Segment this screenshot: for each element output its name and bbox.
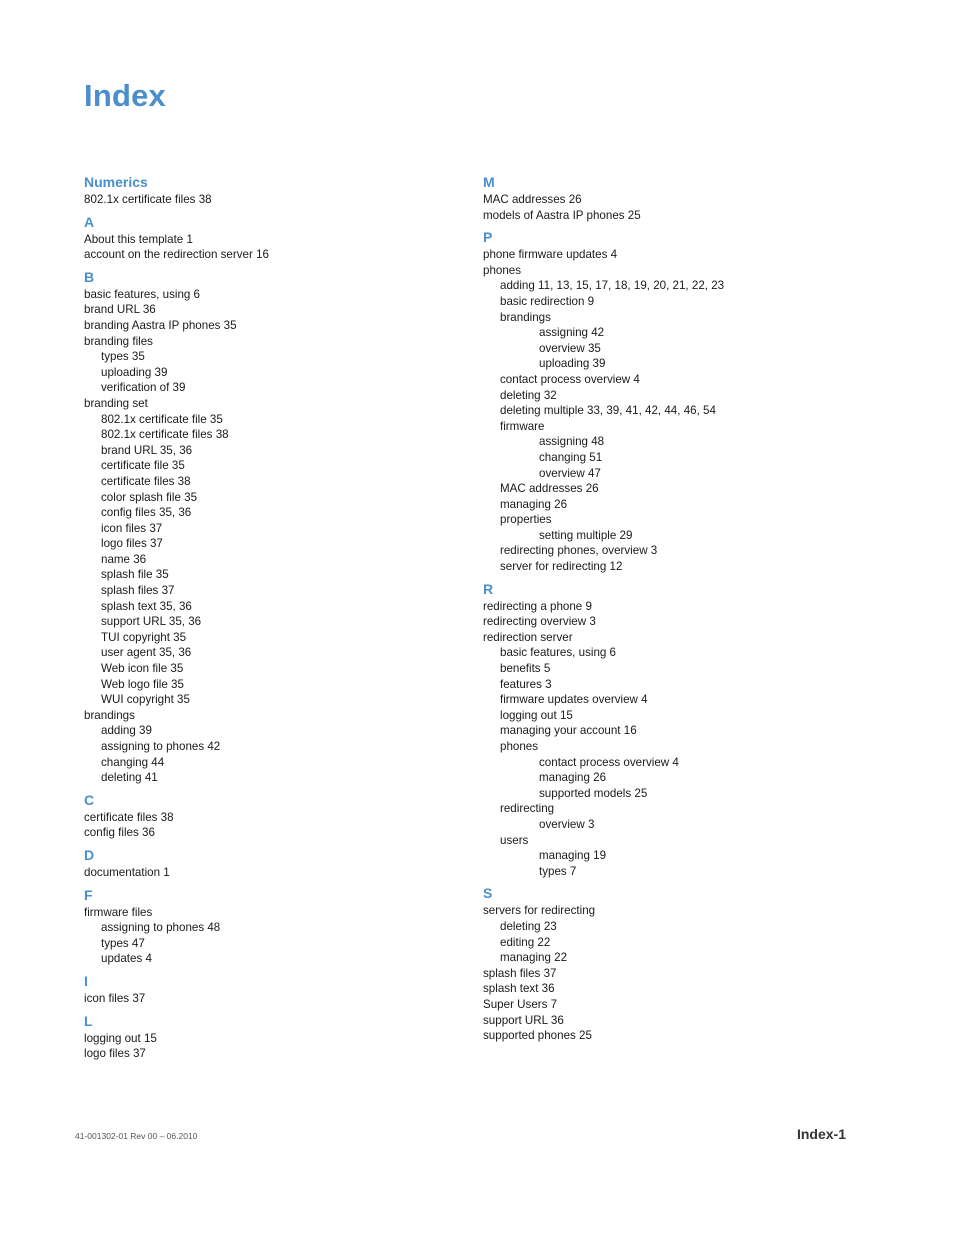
index-entry: changing 44 xyxy=(101,755,165,769)
index-entry: redirecting overview 3 xyxy=(483,615,596,629)
index-entry: icon files 37 xyxy=(84,991,146,1005)
index-entry: managing 26 xyxy=(539,771,607,785)
index-entry: phones xyxy=(483,263,522,277)
page-title: Index xyxy=(84,78,166,113)
index-entry: Web logo file 35 xyxy=(101,677,184,691)
index-entry: managing 19 xyxy=(539,849,607,863)
index-entry: icon files 37 xyxy=(101,521,163,535)
index-entry: overview 35 xyxy=(539,341,601,355)
index-entry: deleting multiple 33, 39, 41, 42, 44, 46, 54 xyxy=(500,404,716,418)
index-entry: basic features, using 6 xyxy=(84,287,201,301)
index-section-heading: Numerics xyxy=(84,174,148,190)
index-entry: splash files 37 xyxy=(483,966,557,980)
document-revision: 41-001302-01 Rev 00 – 06.2010 xyxy=(75,1131,198,1141)
index-entry: overview 3 xyxy=(539,817,595,831)
index-entry: name 36 xyxy=(101,552,147,566)
index-entry: server for redirecting 12 xyxy=(500,560,623,574)
index-entry: 802.1x certificate files 38 xyxy=(84,193,212,206)
index-section-heading: S xyxy=(483,885,493,902)
index-entry: deleting 23 xyxy=(500,919,557,933)
index-entry: logo files 37 xyxy=(84,1047,146,1061)
index-entry: redirecting xyxy=(500,802,555,816)
index-entry: config files 36 xyxy=(84,826,155,840)
index-entry: supported phones 25 xyxy=(483,1029,592,1043)
index-entry: assigning to phones 42 xyxy=(101,740,221,753)
index-entry: setting multiple 29 xyxy=(539,528,633,542)
index-entry: TUI copyright 35 xyxy=(101,630,187,644)
index-entry: updates 4 xyxy=(101,952,152,966)
index-entry: basic features, using 6 xyxy=(500,646,617,660)
index-entry: adding 39 xyxy=(101,724,152,738)
index-entry: splash text 36 xyxy=(483,982,555,996)
index-column-right xyxy=(483,172,883,1044)
page-number: Index-1 xyxy=(796,1126,846,1142)
index-section-heading: C xyxy=(84,791,95,808)
index-entry: editing 22 xyxy=(500,935,551,949)
index-entry: support URL 35, 36 xyxy=(101,615,202,629)
index-entry: branding files xyxy=(84,334,153,348)
index-entry: contact process overview 4 xyxy=(500,372,640,386)
index-entry: brandings xyxy=(84,708,135,722)
index-section-heading: A xyxy=(84,213,95,230)
index-entry: managing 26 xyxy=(500,497,568,511)
index-entry: verification of 39 xyxy=(101,381,186,395)
index-section-heading: D xyxy=(84,846,95,863)
index-entry: Super Users 7 xyxy=(483,997,558,1011)
index-entry: features 3 xyxy=(500,677,552,691)
index-entry: certificate files 38 xyxy=(84,810,174,824)
index-entry: About this template 1 xyxy=(84,232,193,246)
index-entry: models of Aastra IP phones 25 xyxy=(483,208,641,222)
index-entry: color splash file 35 xyxy=(101,490,198,504)
index-entry: firmware files xyxy=(84,905,153,919)
index-entry: logging out 15 xyxy=(84,1031,157,1045)
index-entry: types 47 xyxy=(101,936,145,950)
index-entry: assigning 48 xyxy=(539,435,605,449)
index-entry: managing your account 16 xyxy=(500,724,637,738)
index-entry: firmware updates overview 4 xyxy=(500,693,648,707)
index-entry: brandings xyxy=(500,310,551,324)
index-entry: certificate files 38 xyxy=(101,474,191,488)
index-entry: phones xyxy=(500,740,539,753)
index-entry: basic redirection 9 xyxy=(500,294,595,308)
index-entry: assigning 42 xyxy=(539,326,605,340)
index-section-heading: L xyxy=(84,1012,93,1029)
index-entry: logging out 15 xyxy=(500,708,573,722)
index-entry: firmware xyxy=(500,419,545,433)
index-entry: contact process overview 4 xyxy=(539,755,679,769)
index-entry: branding Aastra IP phones 35 xyxy=(84,318,237,332)
index-entry: benefits 5 xyxy=(500,662,551,676)
index-entry: certificate file 35 xyxy=(101,459,185,473)
index-entry: brand URL 35, 36 xyxy=(101,443,193,457)
index-section-heading: B xyxy=(84,268,95,285)
index-entry: account on the redirection server 16 xyxy=(84,248,269,262)
index-entry: splash files 37 xyxy=(101,584,175,598)
index-entry: 802.1x certificate file 35 xyxy=(101,412,223,426)
index-entry: brand URL 36 xyxy=(84,303,156,317)
index-entry: redirecting a phone 9 xyxy=(483,599,592,613)
index-entry: assigning to phones 48 xyxy=(101,921,221,935)
index-entry: splash file 35 xyxy=(101,568,169,582)
index-entry: deleting 41 xyxy=(101,771,158,785)
index-entry: 802.1x certificate files 38 xyxy=(101,428,229,442)
index-entry: redirecting phones, overview 3 xyxy=(500,544,658,558)
index-section-heading: F xyxy=(84,886,93,903)
index-entry: splash text 35, 36 xyxy=(101,599,192,613)
index-column-left xyxy=(84,172,484,1062)
index-section-heading: I xyxy=(84,972,88,989)
index-entry: changing 51 xyxy=(539,450,603,464)
index-entry: logo files 37 xyxy=(101,537,163,551)
index-entry: phone firmware updates 4 xyxy=(483,248,618,262)
index-entry: user agent 35, 36 xyxy=(101,646,192,660)
index-section-heading: M xyxy=(483,174,495,190)
index-entry: redirection server xyxy=(483,630,573,644)
index-entry: supported models 25 xyxy=(539,786,648,800)
index-entry: branding set xyxy=(84,396,148,410)
index-entry: support URL 36 xyxy=(483,1013,564,1027)
index-entry: documentation 1 xyxy=(84,865,170,879)
index-entry: types 35 xyxy=(101,350,145,364)
index-entry: adding 11, 13, 15, 17, 18, 19, 20, 21, 22, 23 xyxy=(500,279,725,293)
index-entry: types 7 xyxy=(539,864,577,878)
index-entry: uploading 39 xyxy=(101,365,168,379)
index-entry: servers for redirecting xyxy=(483,904,596,918)
index-entry: overview 47 xyxy=(539,466,601,480)
index-entry: MAC addresses 26 xyxy=(500,482,599,496)
index-section-heading: P xyxy=(483,229,493,246)
index-entry: Web icon file 35 xyxy=(101,662,184,676)
index-section-heading: R xyxy=(483,580,494,597)
index-entry: managing 22 xyxy=(500,951,568,965)
index-entry: uploading 39 xyxy=(539,357,606,371)
index-entry: deleting 32 xyxy=(500,388,557,402)
index-entry: MAC addresses 26 xyxy=(483,193,582,206)
index-entry: WUI copyright 35 xyxy=(101,693,190,707)
index-entry: users xyxy=(500,833,529,847)
index-entry: properties xyxy=(500,513,552,527)
index-entry: config files 35, 36 xyxy=(101,506,192,520)
